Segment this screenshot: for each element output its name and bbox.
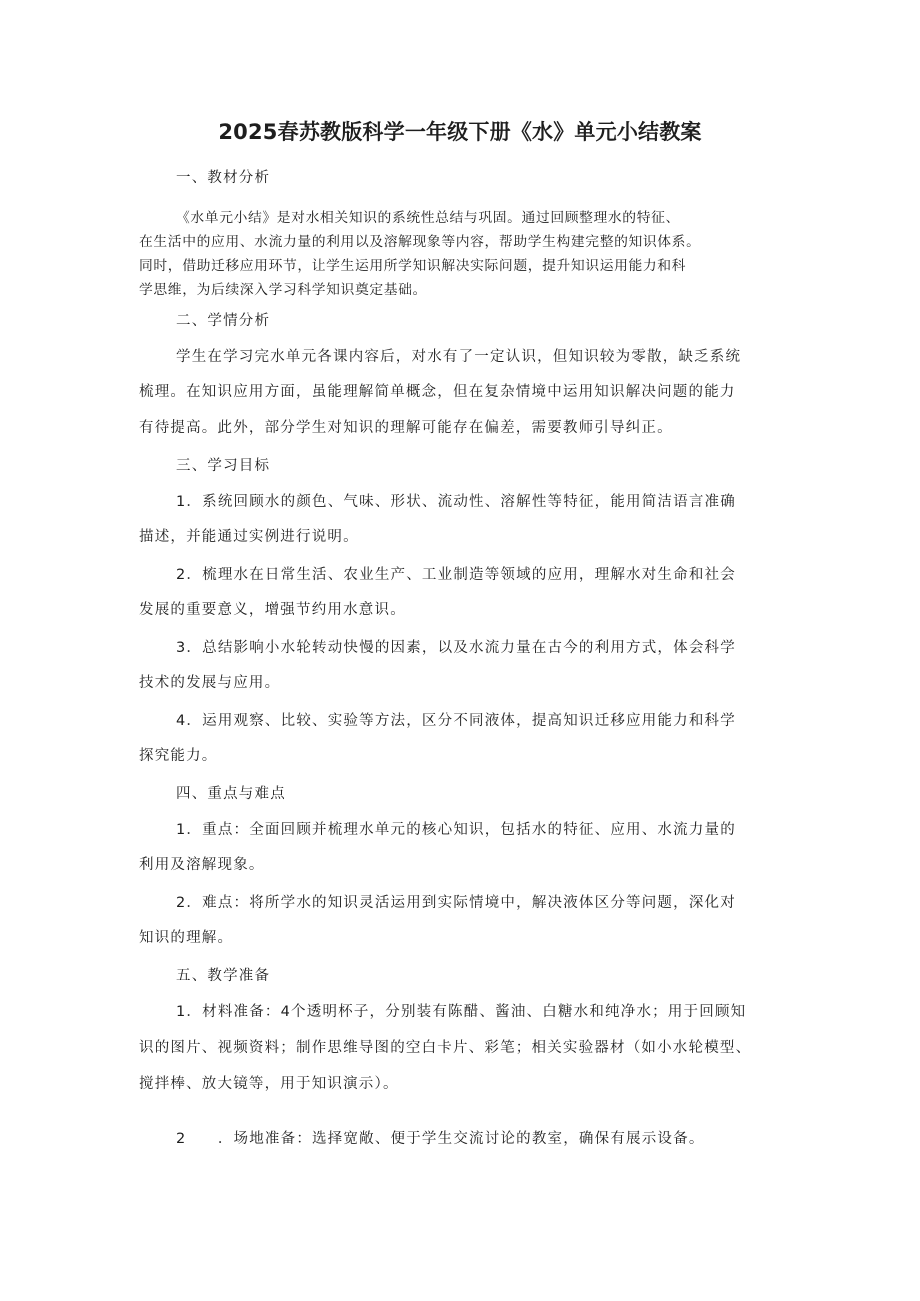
list-item-line: 2．难点：将所学水的知识灵活运用到实际情境中，解决液体区分等问题，深化对 [176,895,736,911]
paragraph-line: 《水单元小结》是对水相关知识的系统性总结与巩固。通过回顾整理水的特征、 [176,210,680,226]
paragraph-line: 在生活中的应用、水流力量的利用以及溶解现象等内容，帮助学生构建完整的知识体系。 [139,234,701,250]
list-item-line: 1．重点：全面回顾并梳理水单元的核心知识，包括水的特征、应用、水流力量的 [176,822,736,838]
paragraph-line: 学思维，为后续深入学习科学知识奠定基础。 [139,282,427,298]
list-item-line: 知识的理解。 [139,930,234,946]
list-item-line: 2．梳理水在日常生活、农业生产、工业制造等领域的应用，理解水对生命和社会 [176,567,736,583]
paragraph-line: 有待提高。此外，部分学生对知识的理解可能存在偏差，需要教师引导纠正。 [139,420,673,436]
list-item-line: 4．运用观察、比较、实验等方法，区分不同液体，提高知识迁移应用能力和科学 [176,713,736,729]
document-title: 2025春苏教版科学一年级下册《水》单元小结教案 [218,120,702,144]
list-item-line: 技术的发展与应用。 [139,675,281,691]
paragraph-line: 学生在学习完水单元各课内容后，对水有了一定认识，但知识较为零散，缺乏系统 [176,349,742,365]
section-heading-5: 五、教学准备 [176,968,271,984]
list-item-line: 1．系统回顾水的颜色、气味、形状、流动性、溶解性等特征，能用简洁语言准确 [176,494,736,510]
section-heading-1: 一、教材分析 [176,170,271,186]
list-item-line: 1．材料准备：4个透明杯子，分别装有陈醋、酱油、白糖水和纯净水；用于回顾知 [176,1004,747,1020]
section-heading-2: 二、学情分析 [176,313,271,329]
section-heading-3: 三、学习目标 [176,458,271,474]
paragraph-line: 同时，借助迁移应用环节，让学生运用所学知识解决实际问题，提升知识运用能力和科 [139,258,687,274]
list-item-line: 2 ．场地准备：选择宽敞、便于学生交流讨论的教室，确保有展示设备。 [176,1131,705,1147]
list-item-line: 利用及溶解现象。 [139,857,265,873]
list-item-line: 搅拌棒、放大镜等，用于知识演示）。 [139,1076,399,1092]
section-heading-4: 四、重点与难点 [176,786,286,802]
paragraph-line: 梳理。在知识应用方面，虽能理解简单概念，但在复杂情境中运用知识解决问题的能力 [139,384,736,400]
list-item-line: 发展的重要意义，增强节约用水意识。 [139,602,406,618]
list-item-line: 3．总结影响小水轮转动快慢的因素，以及水流力量在古今的利用方式，体会科学 [176,640,736,656]
list-item-line: 探究能力。 [139,748,218,764]
list-item-line: 识的图片、视频资料；制作思维导图的空白卡片、彩笔；相关实验器材（如小水轮模型、 [139,1040,752,1056]
list-item-line: 描述，并能通过实例进行说明。 [139,529,359,545]
